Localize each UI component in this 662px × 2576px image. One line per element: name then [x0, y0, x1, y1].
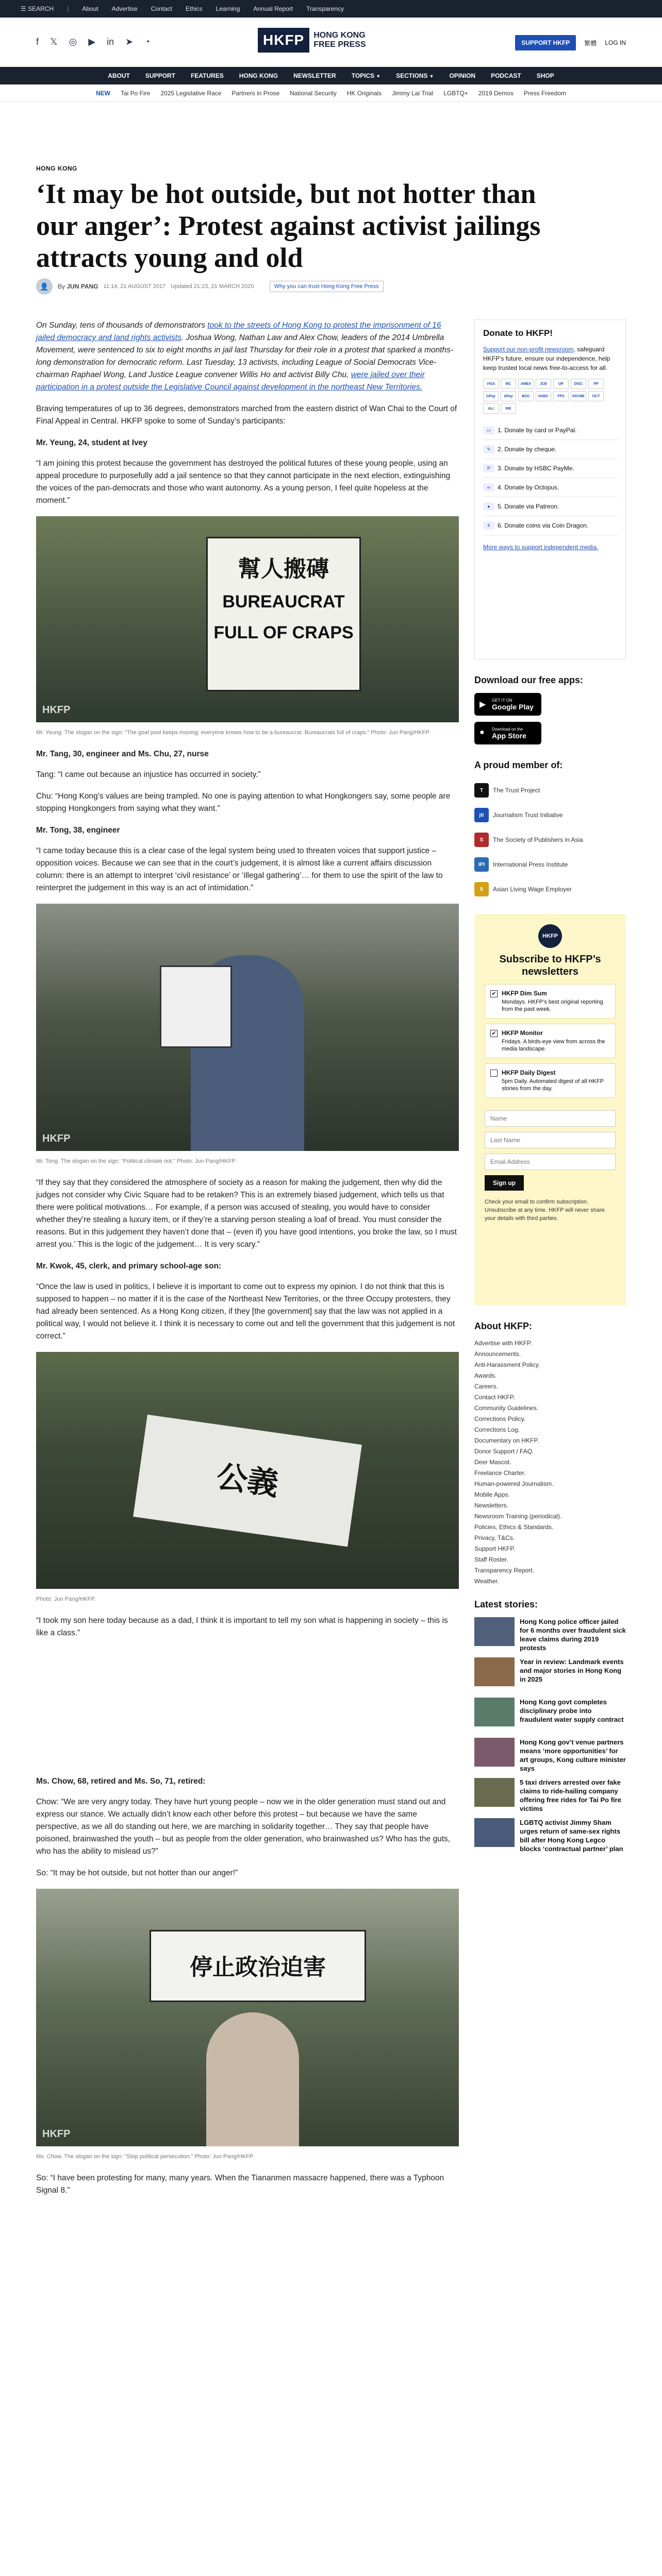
nav-sections-label: SECTIONS: [396, 72, 428, 79]
patreon-icon: ●: [483, 502, 494, 511]
donate-option-coin-dragon[interactable]: [483, 516, 617, 535]
topbar-link-annual-report[interactable]: Annual Report: [253, 5, 293, 12]
about-link[interactable]: Policies, Ethics & Standards.: [474, 1523, 554, 1531]
topbar-link-advertise[interactable]: Advertise: [111, 5, 138, 12]
membership-jti[interactable]: [474, 803, 626, 827]
payment-card-icon: JCB: [536, 379, 551, 389]
payme-icon: P: [483, 464, 494, 472]
article-category[interactable]: HONG KONG: [36, 165, 77, 172]
payment-card-icon: ALI: [483, 403, 499, 414]
apps-widget: [474, 675, 626, 744]
site-logo[interactable]: [258, 28, 366, 53]
membership-living-wage[interactable]: [474, 877, 626, 902]
payment-card-icon: UP: [553, 379, 569, 389]
octopus-icon: ∞: [483, 483, 494, 492]
protest-banner: 公義: [133, 1415, 362, 1547]
interviewee-heading: Mr. Tang, 30, engineer and Ms. Chu, 27, nurse: [36, 750, 209, 758]
payment-card-icon: GPay: [483, 391, 499, 401]
quote: “I am joining this protest because the government has destroyed the political futures of these young people, using an appeal procedure to purposefully add a jail sentence so that they cannot participate in the next election, extinguishing the voices of the pan-democrats and those who want autonomy. As a young person, I feel quite hopeless at the moment.”: [36, 459, 451, 505]
quote: “If they say that they considered the atmosphere of society as a reason for making the judgement, then why did the judges not consider why Civic Square had to be retaken? This is an extremely biased judgement, which tells us that there were political motivations… For example, if a person was accused of stealing, you would have to consider whether they’re stealing a luxury item, or if they’re a starving person stealing a loaf of bread. You must consider the reasons. But in this judgement they haven’t done that – (even if) you have good intentions, you broke the law, so I must arrest you.’ This is the logic of the judgement… It is very scary.”: [36, 1178, 457, 1249]
story-title: Hong Kong gov’t venue partners means ‘more opportunities’ for art groups, Kong culture minister says: [520, 1738, 626, 1772]
donate-option-label: 3. Donate by HSBC PayMe.: [498, 465, 574, 472]
story-thumbnail: [474, 1617, 515, 1646]
about-link[interactable]: Corrections Policy.: [474, 1415, 526, 1422]
payment-card-icon: WE: [501, 403, 516, 414]
store-line-1: GET IT ON: [492, 698, 512, 703]
about-link[interactable]: Deer Mascot.: [474, 1459, 511, 1466]
about-link[interactable]: Contact HKFP.: [474, 1394, 515, 1401]
checkbox[interactable]: ✔: [490, 990, 498, 997]
quote: Chow: “We are very angry today. They have hurt young people – now we in the older generation must stand out and express our stance. We actually didn’t know each other before this protest – but because we have the same perspective, as we all do standing out here, we are marching in solidarity together… They say that people have poisoned, brainwashed the youth – but as people from the older generation, who brainwashed us? Who has the guts, who has the ability to mislead us?”: [36, 1798, 451, 1856]
search-link[interactable]: ☰ SEARCH: [21, 5, 54, 12]
new-badge: NEW: [95, 89, 110, 97]
article-photo-yeung[interactable]: [36, 516, 459, 722]
coin-icon: ¢: [483, 521, 494, 530]
separator: |: [67, 5, 69, 12]
trending-bar: [0, 84, 662, 102]
story-title: Hong Kong govt completes disciplinary probe into fraudulent water supply contract: [520, 1698, 624, 1723]
twitter-icon[interactable]: 𝕏: [50, 37, 58, 47]
trending-link[interactable]: Jimmy Lai Trial: [392, 89, 434, 97]
article-byline: [36, 278, 384, 295]
lead-link-1[interactable]: took to the streets of Hong Kong to protest the imprisonment of 16 jailed democracy and land rights activists: [36, 321, 441, 342]
memberships-widget: [474, 760, 626, 902]
photo-subject: [206, 2012, 299, 2146]
story-thumbnail: [474, 1738, 515, 1767]
membership-sopa[interactable]: [474, 827, 626, 852]
donate-intro: [483, 345, 617, 372]
trending-link[interactable]: Press Freedom: [523, 89, 566, 97]
latest-story[interactable]: [474, 1818, 626, 1851]
app-store-button[interactable]: [474, 722, 541, 744]
photo-caption: Ms. Chow. The slogan on the sign: “Stop political persecution.” Photo: Jun Pang/HKFP.: [36, 2154, 254, 2160]
donate-option-payme[interactable]: [483, 459, 617, 478]
facebook-icon[interactable]: f: [36, 37, 39, 47]
donate-option-label: 1. Donate by card or PayPal.: [498, 427, 577, 434]
newsletter-title: Subscribe to HKFP’s newsletters: [499, 954, 601, 977]
payment-card-icon: OCT: [588, 391, 604, 401]
author-name[interactable]: JUN PANG: [67, 283, 98, 290]
nav-sections[interactable]: [396, 72, 434, 79]
cheque-icon: ✎: [483, 445, 494, 453]
logo-mark: HKFP: [258, 28, 309, 53]
latest-story[interactable]: [474, 1698, 626, 1731]
store-line-2: Google Play: [492, 702, 534, 711]
newsletter-widget: [474, 914, 626, 1306]
quote: “I took my son here today because as a dad, I think it is important to tell my son what is happening in society – this is like a class.”: [36, 1616, 448, 1637]
checkbox[interactable]: ✔: [490, 1030, 498, 1037]
about-link[interactable]: Careers.: [474, 1383, 499, 1390]
nav-shop[interactable]: SHOP: [536, 72, 554, 79]
photo-watermark: HKFP: [42, 1133, 71, 1144]
latest-title: Latest stories:: [474, 1599, 538, 1609]
lead-text-2: . Joshua Wong, Nathan Law and Alex Chow, leaders of the 2014 Umbrella Movement, were sentenced to six to eight months in jail last Thursday for their role in a protest that sparked a months-long demonstration for democratic reform. Last Tuesday, 13 activists, including League of Social Democrats Vice-chairman Raphael Wong, Land Justice League convener Willis Ho and activist Billy Chu,: [36, 333, 453, 379]
site-header: [0, 18, 662, 67]
checkbox[interactable]: [490, 1070, 498, 1077]
photo-caption: Photo: Jun Pang/HKFP.: [36, 1596, 96, 1602]
about-link[interactable]: Human-powered Journalism.: [474, 1480, 554, 1487]
nav-topics-label: TOPICS: [351, 72, 375, 79]
newsletter-desc: Fridays. A birds-eye view from across the media landscape.: [502, 1039, 605, 1052]
more-ways-link[interactable]: More ways to support independent media.: [483, 544, 599, 551]
memberships-title: A proud member of:: [474, 760, 563, 770]
lead-text-1: On Sunday, tens of thousands of demonstrators: [36, 321, 208, 330]
publish-date: 11:14, 21 AUGUST 2017: [103, 283, 166, 290]
about-link[interactable]: Newsroom Training (periodical).: [474, 1513, 562, 1520]
topbar-link-learning[interactable]: Learning: [216, 5, 240, 12]
about-link[interactable]: Weather.: [474, 1578, 499, 1585]
membership-label: The Society of Publishers in Asia: [493, 836, 583, 843]
newsletter-option-dim-sum[interactable]: [485, 984, 616, 1019]
living-wage-icon: $: [474, 882, 489, 896]
interviewee-heading: Ms. Chow, 68, retired and Ms. So, 71, retired:: [36, 1777, 206, 1786]
article-photo-kwok[interactable]: [36, 1352, 459, 1589]
apple-icon: ●: [479, 728, 485, 737]
sopa-icon: S: [474, 833, 489, 847]
donate-option-label: 6. Donate coins via Coin Dragon.: [498, 522, 589, 529]
trending-link[interactable]: National Security: [290, 89, 337, 97]
story-title: 5 taxi drivers arrested over fake claims to ride-hailing company offering free rides for Tai Po fire victims: [520, 1778, 621, 1812]
payment-card-icon: BOC: [518, 391, 534, 401]
credit-card-icon: ▭: [483, 426, 494, 434]
logo-line-2: FREE PRESS: [313, 40, 366, 49]
nav-podcast[interactable]: PODCAST: [491, 72, 521, 79]
story-thumbnail: [474, 1818, 515, 1847]
lead-paragraph: [36, 319, 459, 394]
trending-link[interactable]: HK Originals: [346, 89, 382, 97]
about-link[interactable]: Documentary on HKFP.: [474, 1437, 539, 1444]
nav-support[interactable]: SUPPORT: [145, 72, 175, 79]
photo-watermark: HKFP: [42, 2128, 71, 2140]
about-links: [474, 1338, 626, 1587]
payment-methods: [483, 379, 617, 414]
newsletter-logo: HKFP: [538, 924, 562, 948]
nav-newsletter[interactable]: NEWSLETTER: [293, 72, 336, 79]
spacer: [485, 1103, 616, 1110]
donate-widget: [474, 319, 626, 659]
photo-caption: Mr. Yeung. The slogan on the sign: “The goal post keeps moving; everyone knows how to be a bureaucrat. Bureaucrats full of craps.” Photo: Jun Pang/HKFP.: [36, 730, 431, 736]
about-link[interactable]: Donor Support / FAQ.: [474, 1448, 534, 1455]
store-line-2: App Store: [492, 731, 526, 740]
payment-card-icon: PAYME: [571, 391, 586, 401]
topbar-link-about[interactable]: About: [82, 5, 98, 12]
instagram-icon[interactable]: ◎: [69, 37, 77, 47]
about-link[interactable]: Mobile Apps.: [474, 1491, 510, 1498]
donate-option-label: 4. Donate by Octopus.: [498, 484, 559, 491]
youtube-icon[interactable]: ▶: [88, 37, 96, 47]
membership-label: The Trust Project: [493, 787, 540, 794]
quote: “I came today because this is a clear case of the legal system being used to threaten voices that support justice – opposition voices. Because we can see that in the court’s judgement, it is almost like a current affairs discussion column: there is an attempt to interpret ‘civil resistance’ or ‘illegal gathering’… for them to use the spirit of the law to reinterpret the judgement in this way is an act of intimidation.”: [36, 846, 443, 892]
first-name-field[interactable]: [485, 1110, 616, 1127]
lead-link-2[interactable]: were jailed over their participation in a protest outside the Legislative Council against development in the northeast New Territories.: [36, 370, 425, 392]
about-link[interactable]: Awards.: [474, 1372, 497, 1379]
telegram-icon[interactable]: ➤: [125, 37, 134, 47]
story-title: Year in review: Landmark events and major stories in Hong Kong in 2025: [520, 1658, 624, 1683]
payment-card-icon: APay: [501, 391, 516, 401]
donate-option-octopus[interactable]: [483, 478, 617, 497]
top-utility-bar: [0, 0, 662, 18]
about-link[interactable]: Advertise with HKFP.: [474, 1340, 532, 1347]
sign-text-chinese: 幫人搬磚: [238, 556, 329, 582]
article-body: [36, 319, 459, 2206]
byline-by: By: [58, 283, 65, 290]
nav-features[interactable]: FEATURES: [190, 72, 224, 79]
logo-wordmark: [313, 31, 366, 49]
payment-card-icon: MC: [501, 379, 516, 389]
byline-text: [58, 283, 98, 290]
photo-caption: Mr. Tong. The slogan on the sign: “Political climate riot.” Photo: Jun Pang/HKFP.: [36, 1158, 237, 1164]
search-label: SEARCH: [28, 5, 54, 12]
latest-story[interactable]: [474, 1778, 626, 1811]
why-trust-button[interactable]: Why you can trust Hong Kong Free Press: [270, 281, 384, 292]
quote: Tang: “I came out because an injustice has occurred in society.”: [36, 770, 261, 779]
donate-intro-text: , safeguard HKFP’s future, ensure our independence, help keep trusted local news free-to-access for all.: [483, 346, 610, 371]
story-thumbnail: [474, 1698, 515, 1726]
story-thumbnail: [474, 1778, 515, 1807]
chevron-down-icon: ▼: [429, 74, 434, 79]
protest-sign: [206, 537, 361, 691]
about-link[interactable]: Support HKFP.: [474, 1545, 516, 1552]
about-link[interactable]: Freelance Charter.: [474, 1469, 526, 1477]
signup-button[interactable]: Sign up: [485, 1175, 524, 1191]
header-actions: [515, 35, 626, 50]
about-link[interactable]: Newsletters.: [474, 1502, 509, 1509]
google-play-button[interactable]: [474, 693, 541, 716]
donate-option-card[interactable]: [483, 421, 617, 440]
google-play-icon: ▶: [479, 700, 486, 709]
membership-label: International Press Institute: [493, 861, 568, 868]
latest-story[interactable]: [474, 1657, 626, 1690]
jti-icon: jti: [474, 808, 489, 822]
newsletter-option-daily-digest[interactable]: [485, 1063, 616, 1098]
protest-sign: 停止政治迫害: [150, 1930, 366, 2002]
logo-line-1: HONG KONG: [313, 31, 366, 40]
language-toggle[interactable]: 繁體: [584, 39, 597, 47]
newsletter-note: Check your email to confirm subscription. Unsubscribe at any time. HKFP will never share your details with third parties.: [485, 1199, 605, 1222]
linkedin-icon[interactable]: in: [107, 37, 114, 47]
main-navigation: [0, 67, 662, 84]
payment-card-icon: AMEX: [518, 379, 534, 389]
article-photo-tong[interactable]: [36, 904, 459, 1151]
topbar-link-transparency[interactable]: Transparency: [306, 5, 344, 12]
latest-story[interactable]: [474, 1617, 626, 1650]
support-hkfp-button[interactable]: SUPPORT HKFP: [515, 35, 576, 50]
quote: Chu: “Hong Kong’s values are being trampled. No one is paying attention to what Hongkongers say, some people are stopping Hongkongers from saying what they want.”: [36, 792, 451, 813]
support-newsroom-link[interactable]: Support our non-profit newsroom: [483, 346, 574, 353]
quote: So: “I have been protesting for many, many years. When the Tiananmen massacre happened, there was a Typhoon Signal 8.”: [36, 2174, 444, 2195]
nav-hong-kong[interactable]: HONG KONG: [239, 72, 278, 79]
payment-card-icon: PP: [588, 379, 604, 389]
story-title: Hong Kong police officer jailed for 6 months over fraudulent sick leave claims during 2019 protests: [520, 1618, 626, 1652]
newsletter-name: HKFP Dim Sum: [502, 990, 547, 997]
newsletter-desc: Mondays. HKFP’s best original reporting from the past week.: [502, 999, 603, 1012]
donate-option-patreon[interactable]: [483, 497, 617, 516]
newsletter-option-monitor[interactable]: [485, 1024, 616, 1058]
login-link[interactable]: LOG IN: [605, 39, 626, 46]
donate-option-label: 5. Donate via Patreon.: [498, 503, 559, 510]
membership-label: Asian Living Wage Employer: [493, 886, 572, 893]
quote: So: “It may be hot outside, but not hotter than our anger!”: [36, 1869, 238, 1877]
about-link[interactable]: Announcements.: [474, 1350, 521, 1358]
photo-watermark: HKFP: [42, 704, 71, 716]
newsletter-desc: 5pm Daily. Automated digest of all HKFP stories from the day.: [502, 1078, 604, 1092]
newsletter-name: HKFP Daily Digest: [502, 1069, 556, 1076]
email-field[interactable]: [485, 1154, 616, 1170]
nav-about[interactable]: ABOUT: [108, 72, 130, 79]
payment-card-icon: VISA: [483, 379, 499, 389]
about-link[interactable]: Privacy, T&Cs.: [474, 1534, 515, 1541]
trending-link[interactable]: 2025 Legislative Race: [160, 89, 222, 97]
trust-project-icon: T: [474, 783, 489, 798]
donate-title: Donate to HKFP!: [483, 328, 553, 338]
about-title: About HKFP:: [474, 1321, 532, 1331]
about-widget: [474, 1321, 626, 1587]
interviewee-heading: Mr. Kwok, 45, clerk, and primary school-age son:: [36, 1262, 222, 1270]
about-link[interactable]: Anti-Harassment Policy.: [474, 1361, 540, 1368]
latest-story[interactable]: [474, 1738, 626, 1771]
author-avatar[interactable]: 👤: [36, 278, 53, 295]
membership-ipi[interactable]: [474, 852, 626, 877]
chevron-down-icon: ▼: [376, 74, 381, 79]
store-line-1: Download on the: [492, 726, 523, 732]
article-title: ‘It may be hot outside, but not hotter than our anger’: Protest against activist jailings attracts young and old: [36, 178, 541, 273]
membership-trust-project[interactable]: [474, 778, 626, 803]
updated-date: Updated 21:23, 21 MARCH 2020: [171, 283, 254, 290]
social-links: [36, 37, 150, 47]
trending-link[interactable]: LGBTQ+: [443, 89, 468, 97]
trending-link[interactable]: Tai Po Fire: [120, 89, 151, 97]
story-thumbnail: [474, 1657, 515, 1686]
interviewee-heading: Mr. Yeung, 24, student at Ivey: [36, 438, 147, 447]
quote: “Once the law is used in politics, I believe it is important to come out to express my opinion. I do not think that this is supposed to happen – no matter if it is the case of the Northeast New Territories, or the three Occupy protesters, they had already been sentenced. As a Hong Kong citizen, if they [the government] say that the law was not applied in a political way, I would not believe it. I think it is necessary to come out and tell the government that this judgement is not correct.”: [36, 1282, 455, 1341]
about-link[interactable]: Community Guidelines.: [474, 1404, 539, 1412]
topbar-link-ethics[interactable]: Ethics: [185, 5, 203, 12]
payment-card-icon: FPS: [553, 391, 569, 401]
spacer: [36, 1649, 459, 1772]
nav-opinion[interactable]: OPINION: [449, 72, 476, 79]
sign-text-english: BUREAUCRAT FULL OF CRAPS: [213, 592, 354, 642]
story-title: LGBTQ activist Jimmy Sham urges return of same-sex rights bill after Hong Kong Legco blocks ‘contractual partner’ plan: [520, 1819, 623, 1853]
rss-icon[interactable]: ◔: [144, 37, 151, 47]
about-link[interactable]: Transparency Report.: [474, 1567, 534, 1574]
interviewee-heading: Mr. Tong, 38, engineer: [36, 826, 120, 835]
about-link[interactable]: Staff Roster.: [474, 1556, 508, 1563]
apps-title: Download our free apps:: [474, 675, 584, 685]
trending-link[interactable]: Partners in Prose: [231, 89, 280, 97]
donate-option-label: 2. Donate by cheque.: [498, 446, 557, 453]
newsletter-name: HKFP Monitor: [502, 1029, 543, 1037]
membership-label: Journalism Trust Initiative: [493, 811, 563, 819]
nav-topics[interactable]: [352, 72, 380, 79]
article-photo-chow[interactable]: [36, 1889, 459, 2146]
last-name-field[interactable]: [485, 1132, 616, 1148]
payment-card-icon: HSBC: [536, 391, 551, 401]
topbar-link-contact[interactable]: Contact: [151, 5, 172, 12]
latest-stories-widget: [474, 1599, 626, 1851]
donate-option-cheque[interactable]: [483, 440, 617, 459]
trending-link[interactable]: 2019 Demos: [478, 89, 514, 97]
payment-card-icon: DISC: [571, 379, 586, 389]
sidebar: [474, 319, 626, 1858]
paragraph: Braving temperatures of up to 36 degrees, demonstrators marched from the eastern district of Wan Chai to the Court of Final Appeal in Central. HKFP spoke to some of Sunday’s participants:: [36, 404, 457, 426]
about-link[interactable]: Corrections Log.: [474, 1426, 520, 1433]
ipi-icon: IPI: [474, 857, 489, 872]
protest-sign: [160, 965, 232, 1048]
